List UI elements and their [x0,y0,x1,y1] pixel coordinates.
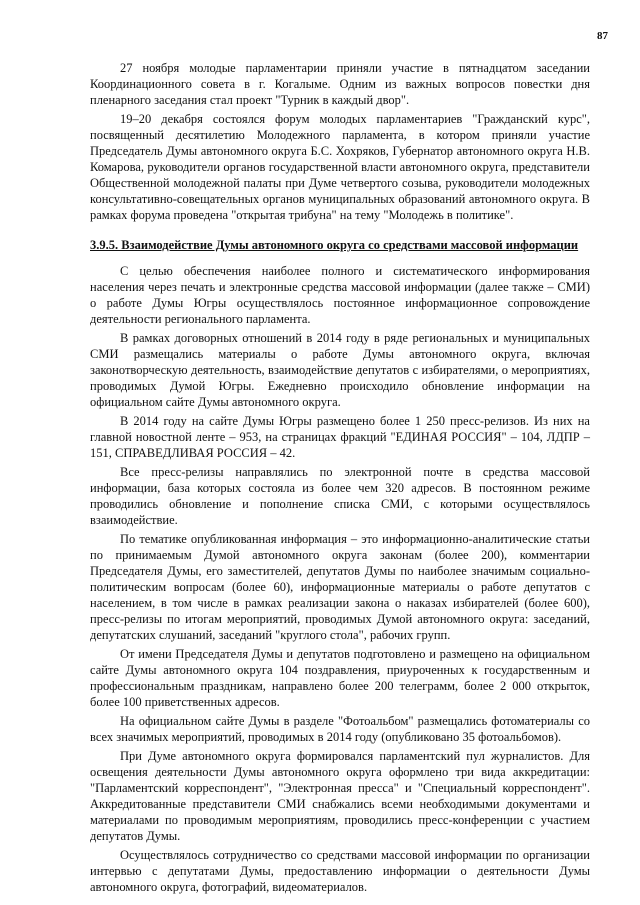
intro-paragraph-1: 27 ноября молодые парламентарии приняли участие в пятнадцатом заседании Координационного совета в г. Когалыме. Одним из важных вопросов повестки дня пленарного заседания стал проект "Турник в каждый двор". [90,61,590,107]
section-paragraph-4: Все пресс-релизы направлялись по электронной почте в средства массовой информации, база которых состояла из более чем 320 адресов. В постоянном режиме проводились обновление и пополнение списка СМИ, с которыми осуществлялось взаимодействие. [90,465,590,527]
section-paragraph-5: По тематике опубликованная информация – это информационно-аналитические статьи по принимаемым Думой автономного округа законам (более 200), комментарии Председателя Думы, его заместителей, депутатов Думы по наиболее значимым социально-политическим вопросам (более 60), информационные материалы о работе депутатов с населением, в том числе в рамках реализации закона о наказах избирателей (более 600), пресс-релизы по итогам мероприятий, проводимых Думой автономного округа: заседаний, депутатских слушаний, заседаний "круглого стола", рабочих групп. [90,532,590,642]
section-paragraph-2: В рамках договорных отношений в 2014 году в ряде региональных и муниципальных СМИ размещались материалы о работе Думы автономного округа, включая законотворческую деятельность, взаимодействие депутатов с избирателями, о мероприятиях, проводимых Думой Югры. Ежедневно происходило обновление информации на официальном сайте Думы автономного округа. [90,331,590,409]
section-paragraph-1: С целью обеспечения наиболее полного и систематического информирования населения через печать и электронные средства массовой информации (далее также – СМИ) о работе Думы Югры осуществлялось постоянное информационное сопровождение деятельности регионального парламента. [90,264,590,326]
intro-paragraph-2: 19–20 декабря состоялся форум молодых парламентариев "Гражданский курс", посвященный десятилетию Молодежного парламента, в котором приняли участие Председатель Думы автономного округа Б.С. Хохряков, Губернатор автономного округа Н.В. Комарова, руководители органов государственной власти автономного округа, представители Общественной молодежной палаты при Думе четвертого созыва, руководители молодежных консультативно-совещательных органов муниципальных образований автономного округа. В рамках форума проведена "открытая трибуна" на тему "Молодежь в политике". [90,112,590,222]
section-paragraph-3: В 2014 году на сайте Думы Югры размещено более 1 250 пресс-релизов. Из них на главной новостной ленте – 953, на страницах фракций "ЕДИНАЯ РОССИЯ" – 104, ЛДПР – 151, СПРАВЕДЛИВАЯ РОССИЯ – 42. [90,414,590,460]
section-paragraph-6: От имени Председателя Думы и депутатов подготовлено и размещено на официальном сайте Думы автономного округа 104 поздравления, приуроченных к государственным и профессиональным праздникам, направлено более 200 телеграмм, более 2 000 открыток, более 100 приветственных адресов. [90,647,590,709]
section-paragraph-9: Осуществлялось сотрудничество со средствами массовой информации по организации интервью с депутатами Думы, предоставлению информации о деятельности Думы автономного округа, фотографий, видеоматериалов. [90,848,590,894]
section-paragraph-8: При Думе автономного округа формировался парламентский пул журналистов. Для освещения деятельности Думы автономного округа оформлено три вида аккредитации: "Парламентский корреспондент", "Электронная пресса" и "Специальный корреспондент". Аккредитованные представители СМИ снабжались всеми необходимыми документами и материалами по проводимым мероприятиям, проводились пресс-конференции с участием депутатов Думы. [90,749,590,843]
document-body [90,60,590,895]
section-heading: 3.9.5. Взаимодействие Думы автономного округа со средствами массовой информации [90,238,579,252]
page-number: 87 [597,30,608,42]
section-paragraph-7: На официальном сайте Думы в разделе "Фотоальбом" размещались фотоматериалы со всех значимых мероприятий, проводимых в 2014 году (опубликовано 35 фотоальбомов). [90,714,590,744]
